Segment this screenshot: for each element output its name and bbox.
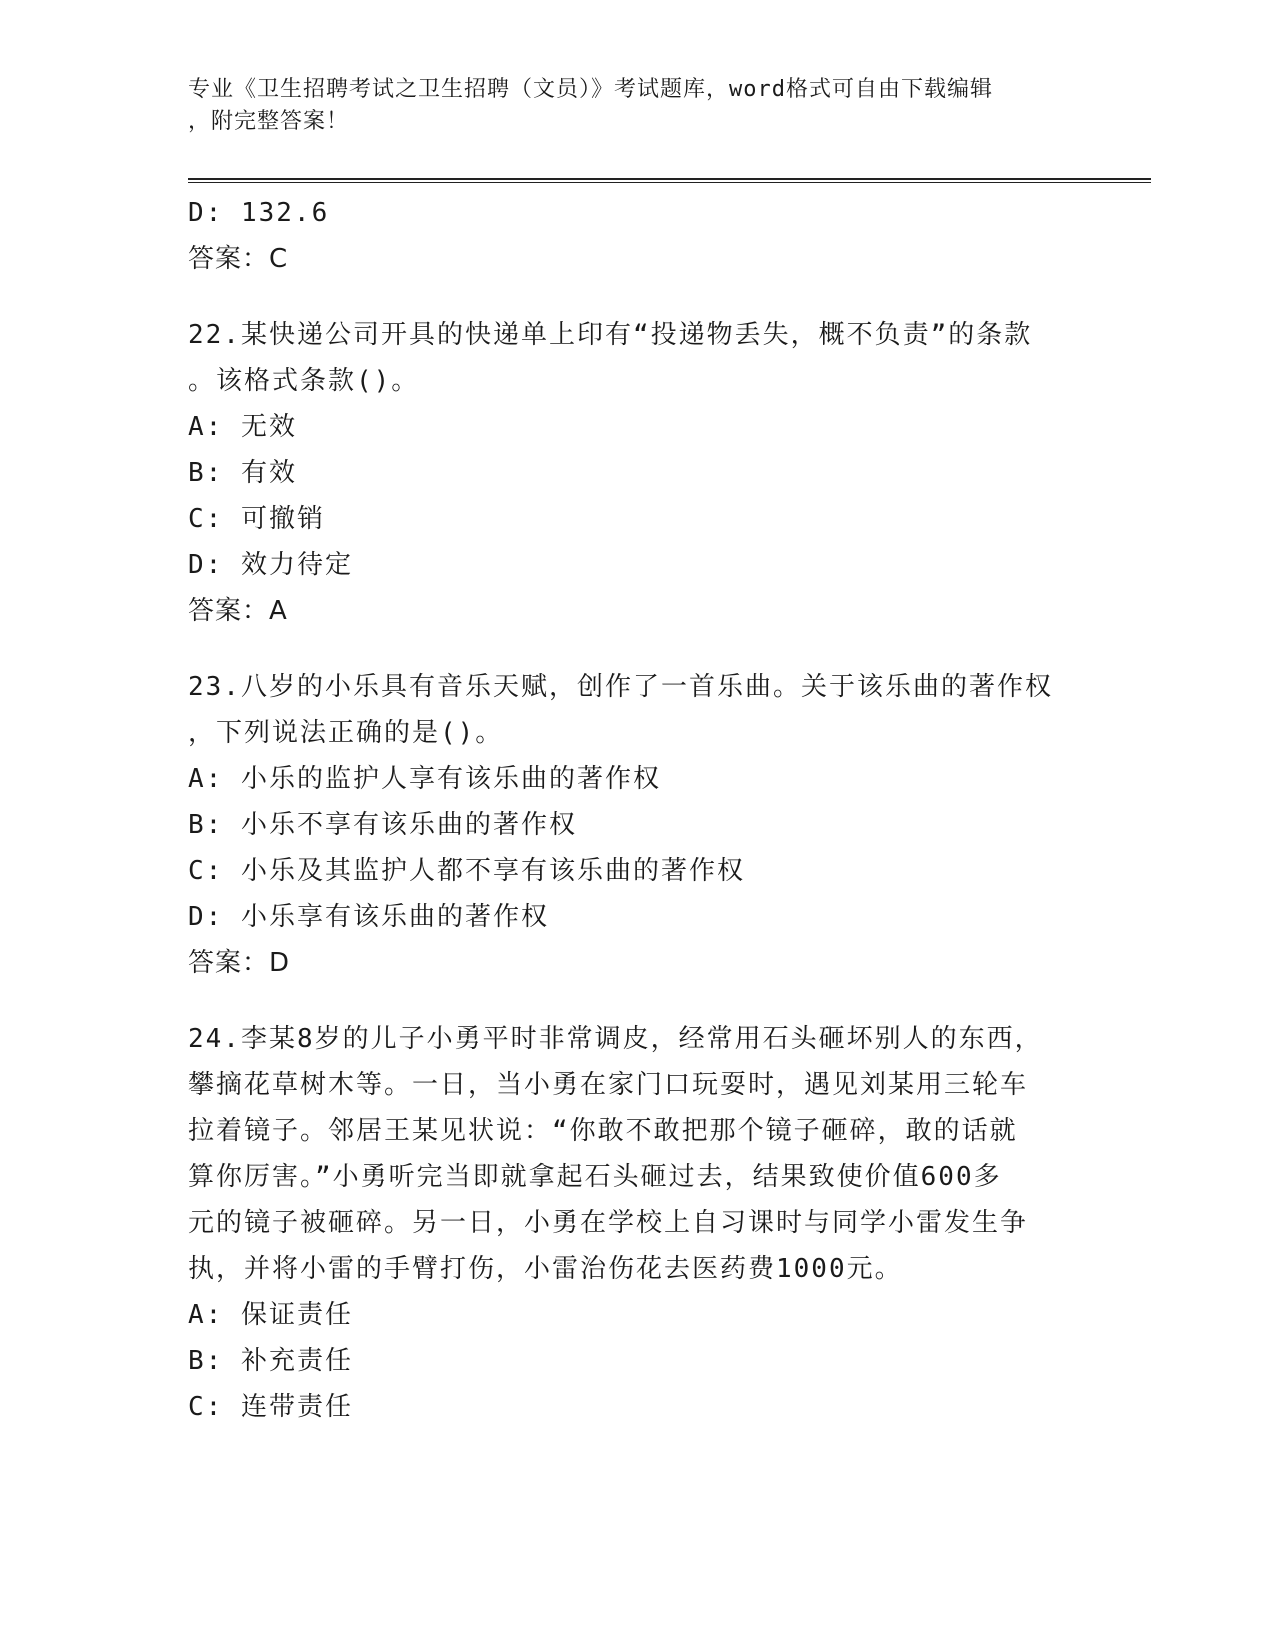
question-22-option-d: D: 效力待定 <box>188 550 353 580</box>
page-header <box>188 74 1088 138</box>
question-24-stem-line-1: 24.李某8岁的儿子小勇平时非常调皮，经常用石头砸坏别人的东西， <box>188 1024 1043 1054</box>
question-24-stem-line-4: 算你厉害。”小勇听完当即就拿起石头砸过去，结果致使价值600多 <box>188 1162 1002 1192</box>
prev-answer: 答案：C <box>188 244 289 274</box>
question-24-option-b: B: 补充责任 <box>188 1346 353 1376</box>
question-22 <box>188 312 1088 634</box>
question-23-stem-line-2: ，下列说法正确的是()。 <box>188 718 504 748</box>
question-24-option-a: A: 保证责任 <box>188 1300 353 1330</box>
question-22-option-a: A: 无效 <box>188 412 297 442</box>
question-22-answer: 答案：A <box>188 596 288 626</box>
question-23-answer: 答案：D <box>188 948 291 978</box>
header-title-line2: ，附完整答案！ <box>188 109 350 134</box>
question-23-option-a: A: 小乐的监护人享有该乐曲的著作权 <box>188 764 661 794</box>
question-content <box>188 190 1088 1430</box>
header-divider <box>188 178 1151 183</box>
question-23 <box>188 664 1088 986</box>
question-22-stem-line-2: 。该格式条款()。 <box>188 366 420 396</box>
question-24 <box>188 1016 1088 1430</box>
question-22-option-b: B: 有效 <box>188 458 297 488</box>
question-24-stem-line-3: 拉着镜子。邻居王某见状说：“你敢不敢把那个镜子砸碎，敢的话就 <box>188 1116 1018 1146</box>
question-23-option-d: D: 小乐享有该乐曲的著作权 <box>188 902 549 932</box>
prev-option-d: D: 132.6 <box>188 198 330 228</box>
question-22-option-c: C: 可撤销 <box>188 504 325 534</box>
question-23-option-b: B: 小乐不享有该乐曲的著作权 <box>188 810 577 840</box>
question-24-stem-line-2: 攀摘花草树木等。一日，当小勇在家门口玩耍时，遇见刘某用三轮车 <box>188 1070 1029 1100</box>
header-title-line1: 专业《卫生招聘考试之卫生招聘（文员）》考试题库，word格式可自由下载编辑 <box>188 77 993 102</box>
question-23-stem-line-1: 23.八岁的小乐具有音乐天赋，创作了一首乐曲。关于该乐曲的著作权 <box>188 672 1053 702</box>
question-24-stem-line-5: 元的镜子被砸碎。另一日，小勇在学校上自习课时与同学小雷发生争 <box>188 1208 1029 1238</box>
question-23-option-c: C: 小乐及其监护人都不享有该乐曲的著作权 <box>188 856 745 886</box>
question-22-stem-line-1: 22.某快递公司开具的快递单上印有“投递物丢失，概不负责”的条款 <box>188 320 1033 350</box>
question-24-stem-line-6: 执，并将小雷的手臂打伤，小雷治伤花去医药费1000元。 <box>188 1254 903 1284</box>
question-24-option-c: C: 连带责任 <box>188 1392 353 1422</box>
